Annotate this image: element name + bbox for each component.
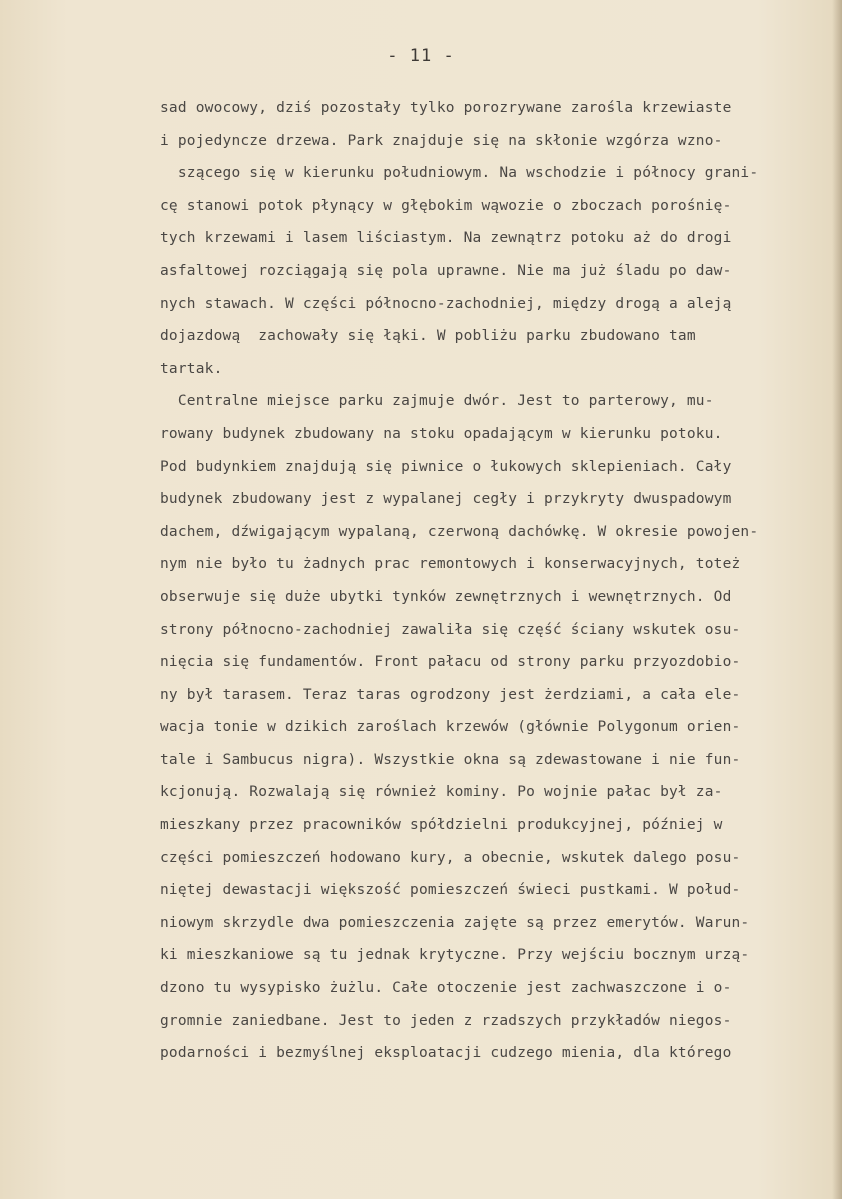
text-line: Centralne miejsce parku zajmuje dwór. Jest to parterowy, mu- [160, 393, 714, 410]
text-line: niętej dewastacji większość pomieszczeń świeci pustkami. W połud- [160, 882, 741, 899]
text-line: asfaltowej rozciągają się pola uprawne. Nie ma już śladu po daw- [160, 262, 732, 279]
text-line: dzono tu wysypisko żużlu. Całe otoczenie jest zachwaszczone i o- [160, 980, 732, 997]
text-line: części pomieszczeń hodowano kury, a obecnie, wskutek dalego posu- [160, 849, 741, 866]
text-line: sad owocowy, dziś pozostały tylko porozrywane zarośla krzewiaste [160, 100, 732, 116]
body-text [160, 92, 830, 1070]
text-line: obserwuje się duże ubytki tynków zewnętrznych i wewnętrznych. Od [160, 588, 732, 605]
text-line: kcjonują. Rozwalają się również kominy. Po wojnie pałac był za- [160, 784, 723, 801]
text-line: tartak. [160, 360, 223, 377]
text-line: niowym skrzydle dwa pomieszczenia zajęte są przez emerytów. Warun- [160, 914, 750, 931]
text-line: tale i Sambucus nigra). Wszystkie okna są zdewastowane i nie fun- [160, 751, 741, 768]
text-line: cę stanowi potok płynący w głębokim wąwozie o zboczach porośnię- [160, 197, 732, 214]
text-line: dojazdową zachowały się łąki. W pobliżu parku zbudowano tam [160, 328, 696, 345]
text-line: rowany budynek zbudowany na stoku opadającym w kierunku potoku. [160, 425, 723, 442]
text-line: mieszkany przez pracowników spółdzielni produkcyjnej, później w [160, 817, 723, 834]
text-line: ki mieszkaniowe są tu jednak krytyczne. Przy wejściu bocznym urzą- [160, 947, 750, 964]
page-number: - 11 - [387, 46, 455, 66]
text-line: budynek zbudowany jest z wypalanej cegły i przykryty dwuspadowym [160, 491, 732, 508]
text-line: podarności i bezmyślnej eksploatacji cudzego mienia, dla którego [160, 1045, 732, 1062]
text-line: tych krzewami i lasem liściastym. Na zewnątrz potoku aż do drogi [160, 230, 732, 247]
page-edge-shadow [832, 0, 842, 1199]
text-line: i pojedyncze drzewa. Park znajduje się na skłonie wzgórza wzno- [160, 132, 723, 149]
text-line: Pod budynkiem znajdują się piwnice o łukowych sklepieniach. Cały [160, 458, 732, 475]
text-line: nych stawach. W części północno-zachodniej, między drogą a aleją [160, 295, 732, 312]
text-line: wacja tonie w dzikich zaroślach krzewów (głównie Polygonum orien- [160, 719, 741, 736]
text-line: strony północno-zachodniej zawaliła się część ściany wskutek osu- [160, 621, 741, 638]
text-line: szącego się w kierunku południowym. Na wschodzie i północy grani- [160, 165, 759, 182]
text-line: nięcia się fundamentów. Front pałacu od strony parku przyozdobio- [160, 654, 741, 671]
text-line: nym nie było tu żadnych prac remontowych i konserwacyjnych, toteż [160, 556, 741, 573]
text-line: ny był tarasem. Teraz taras ogrodzony jest żerdziami, a cała ele- [160, 686, 741, 703]
text-line: dachem, dźwigającym wypalaną, czerwoną dachówkę. W okresie powojen- [160, 523, 759, 540]
text-line: gromnie zaniedbane. Jest to jeden z rzadszych przykładów niegos- [160, 1012, 732, 1029]
